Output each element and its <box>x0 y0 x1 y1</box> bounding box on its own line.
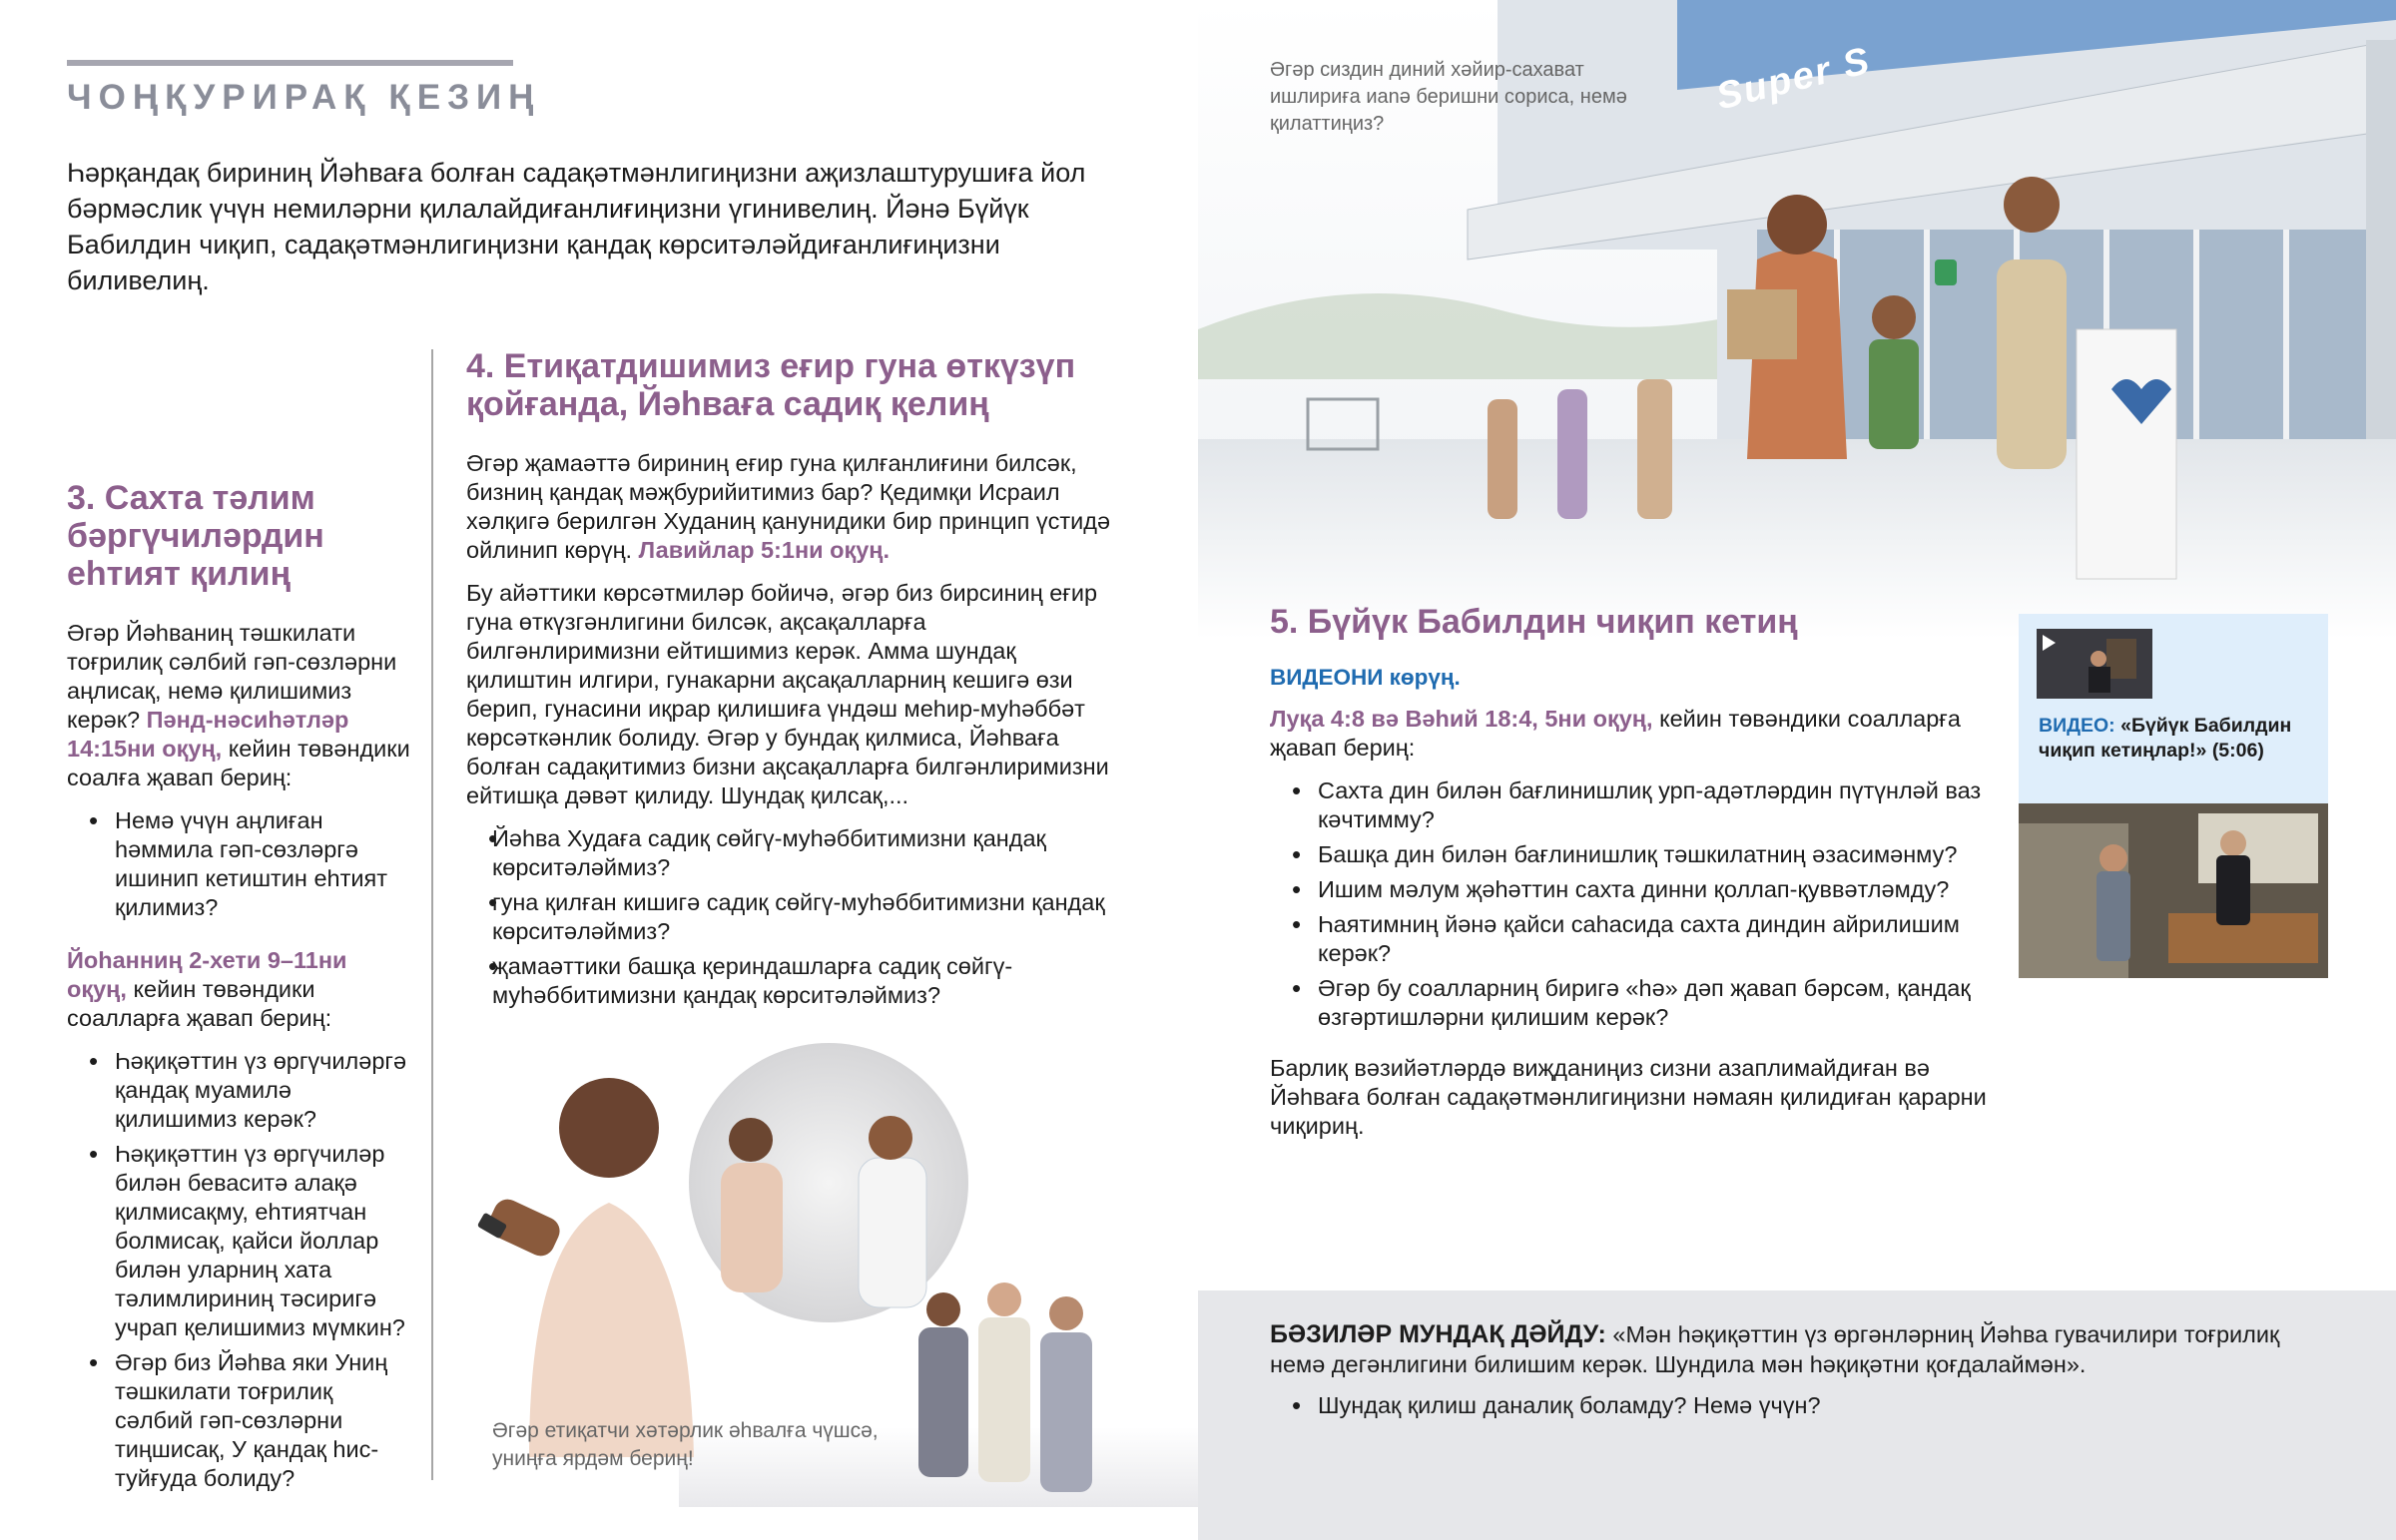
section-5-title: 5. Бүйүк Бабилдин чиқип кетиң <box>1270 603 1798 641</box>
section-3-instruction-2: кейин төвәндики соалларға җавап бериң: <box>67 976 332 1031</box>
scripture-link-luke-revelation[interactable]: Луқа 4:8 вә Вәһий 18:4, 5ни оқуң, <box>1270 706 1653 732</box>
list-item: • Һәқиқәттин үз өргүчиләр билән беваситә алақә қилмисақму, еһтиятчан болмисақ, қайси йоллар билән уларниң хата тәлимлириниң тәсиригә учрап қелишимиз мүмкин? <box>67 1140 411 1342</box>
section-3 <box>67 479 411 1499</box>
section-4-title: 4. Етиқатдишимиз еғир гуна өткүзүп қойғанда, Йәһваға садиқ қелиң <box>466 347 1076 423</box>
section-3-instruction-1: кейин төвәндики соалға җавап бериң: <box>67 736 410 790</box>
some-say-text <box>1270 1319 2328 1379</box>
section-5-paragraph-1 <box>1270 705 1989 763</box>
section-4-paragraph-1 <box>466 449 1125 565</box>
video-title[interactable] <box>2039 714 2308 764</box>
section-3-title: 3. Сахта тәлим бәргүчиләрдин еһтият қилиң <box>67 479 324 593</box>
scripture-link-leviticus[interactable]: Лавийлар 5:1ни оқуң. <box>638 537 891 563</box>
list-item: • Сахта дин билән бағлинишлиқ урп-адәтләрдин пүтүнләй ваз кәчтимму? <box>1270 776 1989 834</box>
list-item: • Ишим мәлум җәһәттин сахта динни қоллап-қуввәтләмду? <box>1270 875 1989 904</box>
section-3-bullets-2 <box>67 1047 411 1493</box>
section-5 <box>1270 603 1989 1141</box>
section-4-question: Әгәр җамаәттә бириниң еғир гуна қилғанлиғини билсәк, бизниң қандақ мәҗбурийитимиз бар? Қедимқи Исраил хәлқигә берилгән Худаниң қанунидики бир принцип үстидә ойлинип көрүң. <box>466 450 1111 563</box>
scripture-link-2john[interactable]: Йоһанниң 2-хети 9–11ни оқуң, <box>67 947 347 1002</box>
section-5-closing: Барлиқ вәзийәтләрдә виҗданиңиз сизни азаплимайдиған вә Йәһваға болған садақәтмәнлигиңизни нәмаян қилидиған қарарни чиқириң. <box>1270 1055 1987 1139</box>
illustration-caption-young-men: Әгәр етиқатчи хәтәрлик әһвалға чүшсә, униңға ярдәм бериң! <box>492 1419 879 1470</box>
list-item: • Һәқиқәттин үз өргүчиләргә қандақ муамилә қилишимиз керәк? <box>67 1047 411 1134</box>
some-say-quote: «Мән һәқиқәттин үз өргәнләрниң Йәһва гувачилири тоғрилиқ немә дегәнлигини билишим керәк. Шундила мән һәқиқәтни қоғдалаймән». <box>1270 1321 2280 1377</box>
some-say-label: БӘЗИЛӘР МУНДАҚ ДӘЙДУ: <box>1270 1320 1606 1348</box>
list-item: • Башқа дин билән бағлинишлиқ тәшкилатниң әзасимәнму? <box>1270 840 1989 869</box>
section-4 <box>466 347 1125 1016</box>
list-item: • Әгәр бу соалларниң биригә «һә» дәп җавап бәрсәм, қандақ өзгәртишләрни қилишим керәк? <box>1270 974 1989 1032</box>
section-4-paragraph-2: Бу айәттики көрсәтмиләр бойичә, әгәр биз бирсиниң еғир гуна өткүзгәнлигини билсәк, ақсақалларға билгәнлиримизни ейтишимиз керәк. Амма шундақ қилиштин илгири, гунакарни ақсақалларниң кешигә өзи берип, гунасини иқрар қилишиға үндәш меһир-муһәббәт көрсәткәнлик болиду. Әгәр у бундақ қилмиса, Йәһваға болған садақитимиз бизни ақсақалларға билгәнлиримизни ейтишқа дәвәт қилиду. Шундақ қилсақ,... <box>466 580 1109 808</box>
page-title: ЧОҢҚУРИРАҚ ҚЕЗИҢ <box>67 78 541 117</box>
play-icon[interactable] <box>2043 635 2056 651</box>
section-3-question: Әгәр Йәһваниң тәшкилати тоғрилиқ сәлбий гәп-сөзләрни аңлисақ, немә қилишимиз керәк? <box>67 620 397 733</box>
list-item: • Шундақ қилиш даналиқ боламду? Немә үчүн? <box>1270 1391 2168 1420</box>
section-3-paragraph-2 <box>67 946 411 1033</box>
video-label: ВИДЕО: <box>2039 715 2115 737</box>
illustration-caption-store: Әгәр сиздин диний хәйир-сахават ишлириға иanә беришни сориса, немә қилаттиңиз? <box>1270 59 1627 135</box>
video-still-image <box>2019 803 2328 978</box>
list-item: • гуна қилған кишигә садиқ сөйгү-муһәббитимизни қандақ көрситәләймиз? <box>466 888 1125 946</box>
list-item: • Һаятимниң йәнә қайси саһасида сахта диндин айрилишим керәк? <box>1270 910 1989 968</box>
watch-video-link[interactable]: ВИДЕОНИ көрүң. <box>1270 665 1461 690</box>
store-sign: Super S <box>1712 39 1876 119</box>
section-4-bullets <box>466 824 1125 1010</box>
video-name: «Бүйүк Бабилдин чиқип кетиңлар!» (5:06) <box>2039 715 2292 762</box>
scripture-link-proverbs[interactable]: Пәнд-нәсиһәтләр 14:15ни оқуң, <box>67 707 349 762</box>
header-rule <box>67 60 513 66</box>
list-item: • Әгәр биз Йәһва яки Униң тәшкилати тоғрилиқ сәлбий гәп-сөзләрни тиңшисақ, У қандақ һис-туйғуда болиду? <box>67 1348 411 1493</box>
section-3-paragraph-1 <box>67 619 411 792</box>
list-item: • җамаәттики башқа қериндашларға садиқ сөйгү-муһәббитимизни қандақ көрситәләймиз? <box>466 952 1125 1010</box>
list-item: • Немә үчүн аңлиған һәммила гәп-сөзләргә ишинип кетиштин еһтият қилимиз? <box>67 806 411 922</box>
section-5-bullets <box>1270 776 1989 1032</box>
intro-text: Һәрқандақ бириниң Йәһваға болған садақәтмәнлигиңизни аҗизлаштурушиға йол бәрмәслик үчүн немиләрни қилалайдиғанлиғиңизни үгинивелиң. Йәнә Бүйүк Бабилдин чиқип, садақәтмәнлигиңизни қандақ көрситәләйдиғанлиғиңизни биливелиң. <box>67 158 1086 295</box>
section-3-bullets-1 <box>67 806 411 922</box>
video-still-illustration <box>2019 803 2328 978</box>
section-5-instruction: кейин төвәндики соалларға җавап бериң: <box>1270 706 1961 761</box>
some-say-bullets <box>1270 1391 2168 1426</box>
list-item: • Йәһва Худаға садиқ сөйгү-муһәббитимизни қандақ көрситәләймиз? <box>466 824 1125 882</box>
column-divider <box>431 349 433 1480</box>
